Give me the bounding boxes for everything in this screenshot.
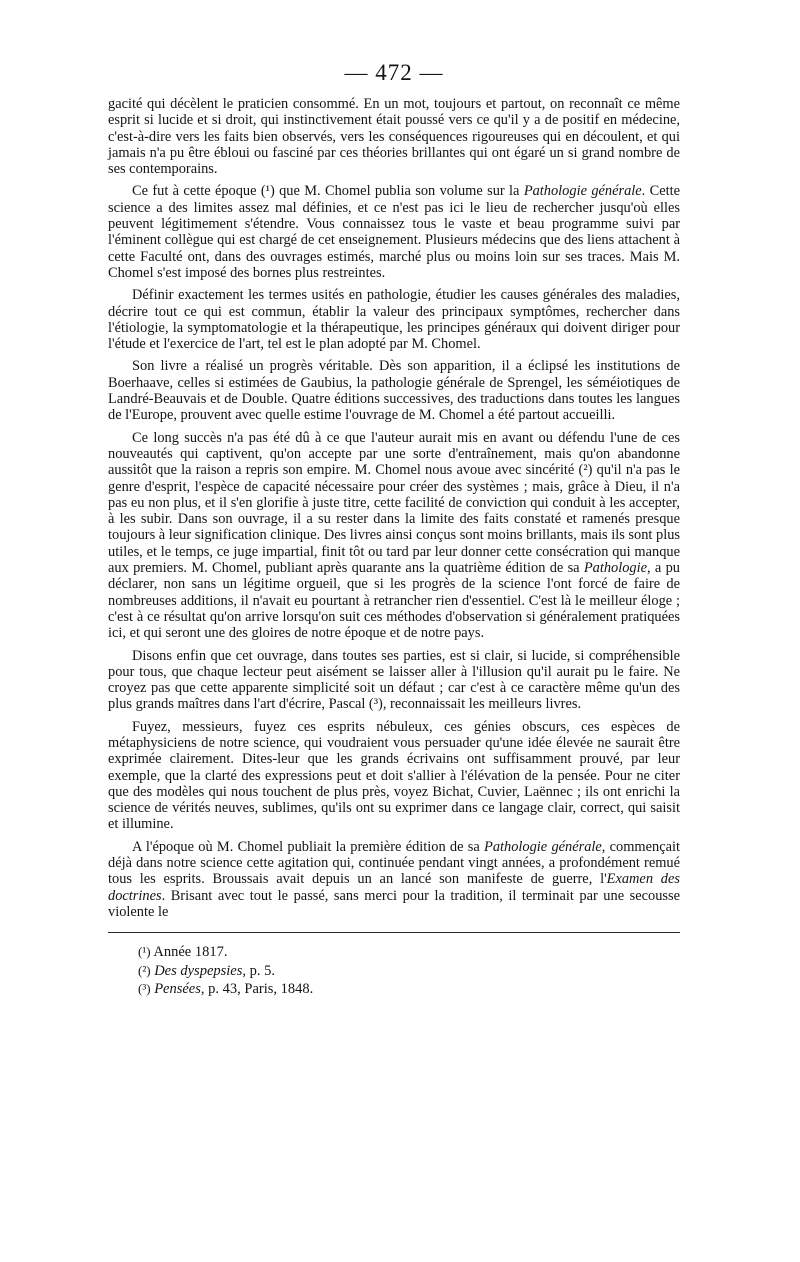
page-number: — 472 — xyxy=(344,60,444,85)
paragraph xyxy=(108,648,680,713)
footnote xyxy=(138,980,680,999)
document-page xyxy=(108,56,680,999)
text-segment: Ce fut à cette époque (¹) que M. Chomel publia son volume sur la xyxy=(132,183,524,200)
text-segment: , a pu déclarer, non sans un légitime orgueil, que si les progrès de la science l'ont forcé de faire de nombreuses additions, il n'avait eu pourtant à retrancher rien d'essentiel. C'est là le meilleur éloge ; c'est à ce résultat qu'on arrive lorsqu'on suit ces méthodes d'observation si généralement pratiquées ici, et qui seront une des gloires de notre époque et de notre pays. xyxy=(108,560,680,642)
text-segment: , p. 5. xyxy=(242,962,276,979)
italic-text: Des dyspepsies xyxy=(154,962,243,979)
italic-text: Pathologie xyxy=(583,560,648,577)
text-segment: . Cette science a des limites assez mal définies, et ce n'est pas ici le lieu de rechercher jusqu'où elles peuvent légitimement s'étendre. Vous connaissez tous le vaste et beau programme suivi par l'éminent collègue qui est chargé de cet enseignement. Plusieurs médecins que des liens attachent à cette Faculté ont, dans des ouvrages estimés, marché plus ou moins loin sur ses traces. Mais M. Chomel s'est imposé des bornes plus restreintes. xyxy=(108,183,680,281)
paragraph xyxy=(108,96,680,177)
text-segment: A l'époque où M. Chomel publiait la première édition de sa xyxy=(132,838,485,855)
footnote-text xyxy=(151,944,228,960)
body-text xyxy=(108,96,680,920)
footnote-text xyxy=(151,963,275,979)
paragraph xyxy=(108,287,680,352)
italic-text: Pathologie générale xyxy=(484,838,602,855)
footnote xyxy=(138,962,680,981)
text-segment: . Brisant avec tout le passé, sans merci pour la tradition, il terminait par une secousse violente le xyxy=(108,887,680,920)
footnotes xyxy=(138,943,680,999)
paragraph xyxy=(108,358,680,423)
text-segment: Fuyez, messieurs, fuyez ces esprits nébuleux, ces génies obscurs, ces espèces de métaphysiciens de notre science, qui voudraient vous persuader qu'une idée élevée ne saurait être exprimée clairement. Dites-leur que les grands écrivains ont suffisamment prouvé, par leur exemple, que la clarté des expressions peut et doit s'allier à l'élévation de la pensée. Pour ne citer que des modèles qui nous touchent de plus près, voyez Bichat, Cuvier, Laënnec ; ils ont enrichi la science de vérités neuves, sublimes, qu'ils ont su exprimer dans ce langage clair, correct, qui saisit et illumine. xyxy=(108,718,680,833)
footnote-mark: (²) xyxy=(138,962,151,978)
italic-text: Examen des doctrines xyxy=(108,871,680,904)
text-segment: , p. 43, Paris, 1848. xyxy=(200,981,314,998)
paragraph xyxy=(108,719,680,833)
text-segment: Année 1817. xyxy=(150,944,228,961)
text-segment: Définir exactement les termes usités en pathologie, étudier les causes générales des maladies, décrire tout ce qui est commun, établir la valeur des principaux symptômes, rechercher dans l'étiologie, la symptomatologie et la thérapeutique, les principes généraux qui doivent diriger pour l'étude et l'exercice de l'art, tel est le plan adopté par M. Chomel. xyxy=(108,287,680,353)
paragraph xyxy=(108,430,680,642)
italic-text: Pensées xyxy=(154,981,201,998)
footnote xyxy=(138,943,680,962)
text-segment: , commençait déjà dans notre science cette agitation qui, continuée pendant vingt années, a profondément remué tous les esprits. Broussais avait depuis un an lancé son manifeste de guerre, l' xyxy=(108,838,680,888)
paragraph xyxy=(108,183,680,281)
footnote-mark: (¹) xyxy=(138,944,151,960)
footnote-separator xyxy=(108,932,680,933)
text-segment: Disons enfin que cet ouvrage, dans toutes ses parties, est si clair, si lucide, si compréhensible pour tous, que chaque lecteur peut aisément se laisser aller à l'illusion qu'il aurait pu le faire. Ne croyez pas que cette apparente simplicité soit un défaut ; car c'est à ce caractère même qu'un des plus grands maîtres dans l'art d'écrire, Pascal (³), reconnaissait les meilleurs livres. xyxy=(108,647,680,713)
text-segment: Ce long succès n'a pas été dû à ce que l'auteur aurait mis en avant ou défendu l'une de ces nouveautés qui captivent, qu'on accepte par une sorte d'entraînement, mais qu'on abandonne aussitôt que la raison a repris son empire. M. Chomel nous avoue avec sincérité (²) qu'il n'a pas le genre d'esprit, l'espèce de capacité nécessaire pour créer des systèmes ; mais, grâce à Dieu, il n'a pas eu non plus, et il s'en glorifie à juste titre, cette facilité de conviction qui conduit à les accepter, à les subir. Dans son ouvrage, il a su rester dans la limite des faits constaté et ramenés presque toujours à leur signification clinique. Des livres ainsi conçus sont moins brillants, mais ils sont plus utiles, et le temps, ce juge impartial, finit tôt ou tard par leur donner cette consécration qui manque aux premiers. M. Chomel, publiant après quarante ans la quatrième édition de sa xyxy=(108,429,680,577)
footnote-text xyxy=(151,981,314,997)
paragraph xyxy=(108,839,680,920)
text-segment: gacité qui décèlent le praticien consommé. En un mot, toujours et partout, on reconnaît ce même esprit si lucide et si droit, qui instinctivement était poussé vers ce qu'il y a de positif en médecine, c'est-à-dire vers les faits bien observés, vers les conséquences rigoureuses qui en découlent, et qui jamais n'a pu être ébloui ou fasciné par ces théories brillantes qui ont égaré un si grand nombre de ses contemporains. xyxy=(108,96,680,178)
italic-text: Pathologie générale xyxy=(523,183,642,200)
text-segment: Son livre a réalisé un progrès véritable. Dès son apparition, il a éclipsé les institutions de Boerhaave, celles si estimées de Gaubius, la pathologie générale de Sprengel, les séméiotiques de Landré-Beauvais et de Double. Quatre éditions successives, des traductions dans toutes les langues de l'Europe, prouvent avec quelle estime l'ouvrage de M. Chomel a été partout accueilli. xyxy=(108,358,680,424)
footnote-mark: (³) xyxy=(138,981,151,997)
